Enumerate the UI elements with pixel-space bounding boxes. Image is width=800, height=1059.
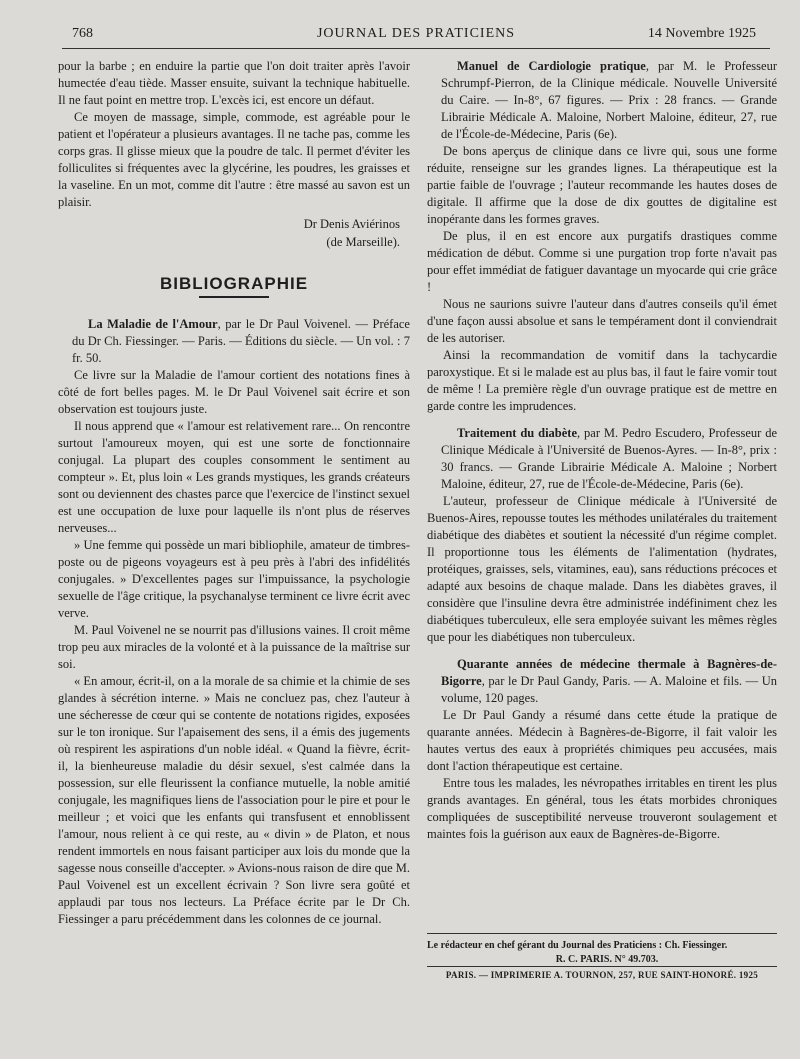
- section-title: BIBLIOGRAPHIE: [159, 274, 309, 293]
- paragraph: M. Paul Voivenel ne se nourrit pas d'illusions vaines. Il croit même trop peu aux miracles de la volonté et à la puissance de la maîtrise sur soi.: [58, 623, 410, 671]
- paragraph: Ainsi la recommandation de vomitif dans la tachycardie paroxystique. Et si le malade est au plus bas, il faut le faire vomir tout de même ! La première règle d'un ouvrage pratique est de mettre en garde contre les imprudences.: [427, 348, 777, 413]
- paragraph: Nous ne saurions suivre l'auteur dans d'autres conseils qu'il émet d'une façon aussi absolue et sans le tempérament dont il conviendrait de les autoriser.: [427, 297, 777, 345]
- paragraph: Ce moyen de massage, simple, commode, est agréable pour le patient et l'opérateur a plusieurs avantages. Il ne tache pas, comme les corps gras. Il glisse mieux que la poudre de talc. Il permet d'éviter les folliculites si fréquentes avec la glycérine, les poudres, les graisses et la vaseline. En un mot, comme dit l'autre : être massé au savon est un plaisir.: [58, 110, 410, 209]
- registry-line: R. C. PARIS. N° 49.703.: [555, 954, 659, 965]
- paragraph: De plus, il en est encore aux purgatifs drastiques comme médication de début. Comme si une purgation trop forte n'avait pas pour effet immédiat de fatiguer davantage un myocarde qui crie grâce !: [427, 229, 777, 294]
- paragraph: » Une femme qui possède un mari bibliophile, amateur de timbres-poste ou de pigeons voyageurs est à peu près à l'abri des infidélités conjugales. » D'excellentes pages sur l'impuissance, la psychologie sexuelle de l'âge critique, la psychanalyse terminent ce livre écrit avec verve.: [58, 538, 410, 620]
- spacer: [427, 415, 777, 425]
- editor-credit: [427, 939, 787, 967]
- book-title: Traitement du diabète: [457, 426, 578, 440]
- book-entry-header: [58, 316, 410, 367]
- title-underline: [199, 296, 269, 298]
- paragraph: De bons aperçus de clinique dans ce livre qui, sous une forme réduite, renseigne sur les grandes lignes. La thérapeutique est la partie faible de l'ouvrage ; l'auteur recommande les hautes doses de digitale. Il affirme que la dose de dix gouttes de digitaline est inopérante dans les formes graves.: [427, 144, 777, 226]
- book-title: Manuel de Cardiologie pratique: [457, 59, 646, 73]
- right-column: [427, 58, 777, 843]
- footer-rule: [427, 966, 777, 967]
- footer-rule: [427, 933, 777, 934]
- signature-location: (de Marseille).: [326, 235, 400, 249]
- paragraph: Il nous apprend que « l'amour est relativement rare... On rencontre surtout l'amoureux moyen, qui est une sorte de fonctionnaire conjugal. La plupart des couples consomment le sentiment au compteur ». Et, plus loin « Les grands mystiques, les grands créateurs sont ou deviennent des chastes parce que l'exercice de l'instinct sexuel est une occupation de luxe pour laquelle ils n'ont plus de réserves nerveuses...: [58, 419, 410, 535]
- paragraph: L'auteur, professeur de Clinique médicale à l'Université de Buenos-Aires, repousse toutes les méthodes unilatérales du traitement diabétique des diabètes et soutient la nécessité d'un régime complet. Il proportionne tous les éléments de l'alimentation (hydrates, protéiques, graisses, sels, vitamines, eau), sans réductions précoces et adapté aux besoins de chaque malade. Dans les diabètes graves, il considère que l'insuline devra être administrée indéfiniment chez les diabétiques tuberculeux, elle sera employée suivant les mêmes règles que pour les diabétiques non tuberculeux.: [427, 494, 777, 644]
- signature-author: Dr Denis Aviérinos: [303, 217, 400, 231]
- book-entry-header: [427, 656, 777, 707]
- paragraph: pour la barbe ; en enduire la partie que l'on doit traiter après l'avoir humectée d'eau tiède. Masser ensuite, suivant la technique habituelle. Il ne faut point en mettre trop. L'excès ici, est encore un défaut.: [58, 59, 410, 107]
- paragraph: Entre tous les malades, les névropathes irritables en tirent les plus grands avantages. En général, tous les états morbides chroniques compliquées de susceptibilité nerveuse trouveront soulagement et maintes fois la guérison aux eaux de Bagnères-de-Bigorre.: [427, 776, 777, 841]
- journal-title: JOURNAL DES PRATICIENS: [316, 26, 516, 41]
- book-details: , par M. Pedro Escudero, Professeur de Clinique Médicale à l'Université de Buenos-Ayres. — In-8°, prix : 30 francs. — Grande Librairie Médicale A. Maloine ; Norbert Maloine, éditeur, 27, rue de l'École-de-Médecine, Paris (6e).: [441, 426, 778, 491]
- spacer: [427, 646, 777, 656]
- paragraph: Ce livre sur la Maladie de l'amour cortient des notations fines à côté de fort belles pages. M. le Dr Paul Voivenel sait écrire et son observation est toujours juste.: [58, 368, 410, 416]
- left-column: [58, 58, 410, 928]
- signature: [58, 215, 400, 251]
- editor-line: Le rédacteur en chef gérant du Journal des Praticiens : Ch. Fiessinger.: [427, 940, 728, 951]
- book-details: , par le Dr Paul Voivenel. — Préface du Dr Ch. Fiessinger. — Paris. — Éditions du siècle. — Un vol. : 7 fr. 50.: [72, 317, 410, 365]
- book-details: , par le Dr Paul Gandy, Paris. — A. Maloine et fils. — Un volume, 120 pages.: [441, 674, 777, 705]
- book-entry-header: [427, 425, 777, 493]
- page-number: 768: [72, 26, 93, 41]
- paragraph: « En amour, écrit-il, on a la morale de sa chimie et la chimie de ses glandes à sécrétion interne. » Mais ne concluez pas, chez l'auteur à une sécheresse de cœur qui se contente de notations rigides, exposées sur le ton ironique. Sur l'apaisement des sens, il a émis des jugements où respirent les aspirations d'un noble idéal. « Quand la fièvre, écrit-il, la bienheureuse maladie du désir sexuel, s'est calmée dans la possession, sur elle fleurissent la confiance mutuelle, la noble amitié conjugale, les magnifiques liens de l'association pour le pire et pour le meilleur ; et voici que les enfants qui transfusent et ennoblissent l'amour, nous relient à ce qui reste, au « divin » de Platon, et nous rendent immortels en nous faisant participer aux lois du monde que la sagesse nous conseille d'accepter. » Avions-nous raison de dire que M. Paul Voivenel est un excellent écrivain ? Son livre sera goûté et applaudi par tous nos lecteurs. La Préface écrite par le Dr Ch. Fiessinger a paru précédemment dans les colonnes de ce journal.: [58, 674, 410, 926]
- book-entry-header: [427, 58, 777, 143]
- header-rule: [62, 48, 770, 49]
- book-title: La Maladie de l'Amour: [88, 317, 218, 331]
- page-header: [62, 26, 770, 48]
- printer-imprint: PARIS. — IMPRIMERIE A. TOURNON, 257, RUE SAINT-HONORÉ. 1925: [445, 970, 759, 980]
- issue-date: 14 Novembre 1925: [647, 26, 756, 41]
- paragraph: Le Dr Paul Gandy a résumé dans cette étude la pratique de quarante années. Médecin à Bagnères-de-Bigorre, il fait valoir les hautes vertus des eaux à propriétés chimiques peu accusées, mais dont l'action thérapeutique est certaine.: [427, 708, 777, 773]
- book-details: , par M. le Professeur Schrumpf-Pierron, de la Clinique médicale. Nouvelle Université du Caire. — In-8°, 67 figures. — Prix : 28 francs. — Grande Librairie Médicale A. Maloine, Norbert Maloine, éditeur, 27, rue de l'École-de-Médecine, Paris (6e).: [441, 59, 777, 141]
- book-title: Quarante années de médecine thermale à Bagnères-de-Bigorre: [441, 657, 777, 688]
